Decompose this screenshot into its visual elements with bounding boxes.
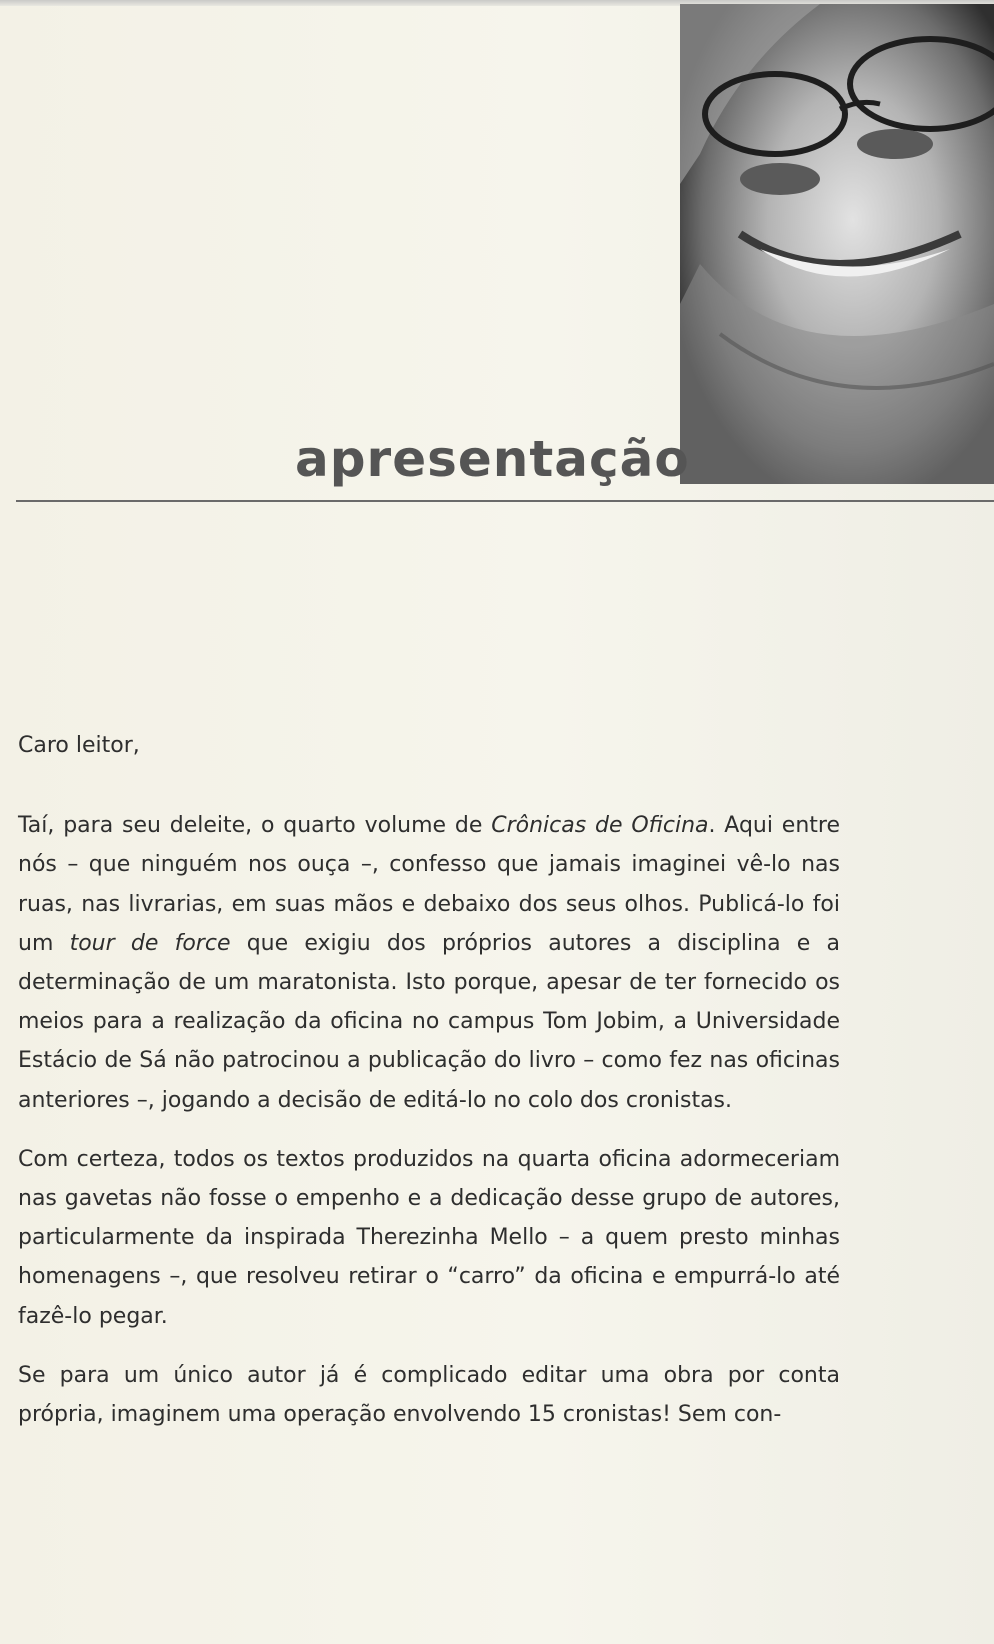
- paragraph-3: Se para um único autor já é complicado editar uma obra por conta própria, imaginem uma operação envolvendo 15 cronistas! Sem con-: [18, 1362, 840, 1428]
- paragraph-1-part-1: Taí, para seu deleite, o quarto volume de: [18, 813, 492, 839]
- page-heading: apresentação: [295, 430, 690, 488]
- italic-phrase: tour de force: [69, 930, 231, 956]
- book-title: Crônicas de Oficina: [491, 813, 709, 839]
- author-photo: [680, 4, 994, 484]
- paragraph-1-part-3: que exigiu dos próprios autores a disciplina e a determinação de um maratonista. Isto porque, apesar de ter fornecido os meios para a realização da oficina no campus Tom Jobim, a Universidade Estácio de Sá não patrocinou a publicação do livro – como fez nas oficinas anteriores –, jogando a decisão de editá-lo no colo dos cronistas.: [18, 930, 840, 1113]
- body-text: [18, 726, 840, 1454]
- author-portrait-icon: [680, 4, 994, 484]
- paragraph-1-part-2: . Aqui entre nós – que ninguém nos ouça –, confesso que jamais imaginei vê-lo nas ruas, nas livrarias, em suas mãos e debaixo dos seus olhos. Publicá-lo foi um: [18, 813, 841, 956]
- paragraph-2: Com certeza, todos os textos produzidos na quarta oficina adormeceriam nas gavetas não fosse o empenho e a dedicação desse grupo de autores, particularmente da inspirada Therezinha Mello – a quem presto minhas homenagens –, que resolveu retirar o “carro” da oficina e empurrá-lo até fazê-lo pegar.: [18, 1146, 840, 1329]
- salutation: Caro leitor,: [18, 733, 140, 758]
- paragraph-1: [18, 806, 840, 1120]
- heading-rule: [16, 500, 994, 502]
